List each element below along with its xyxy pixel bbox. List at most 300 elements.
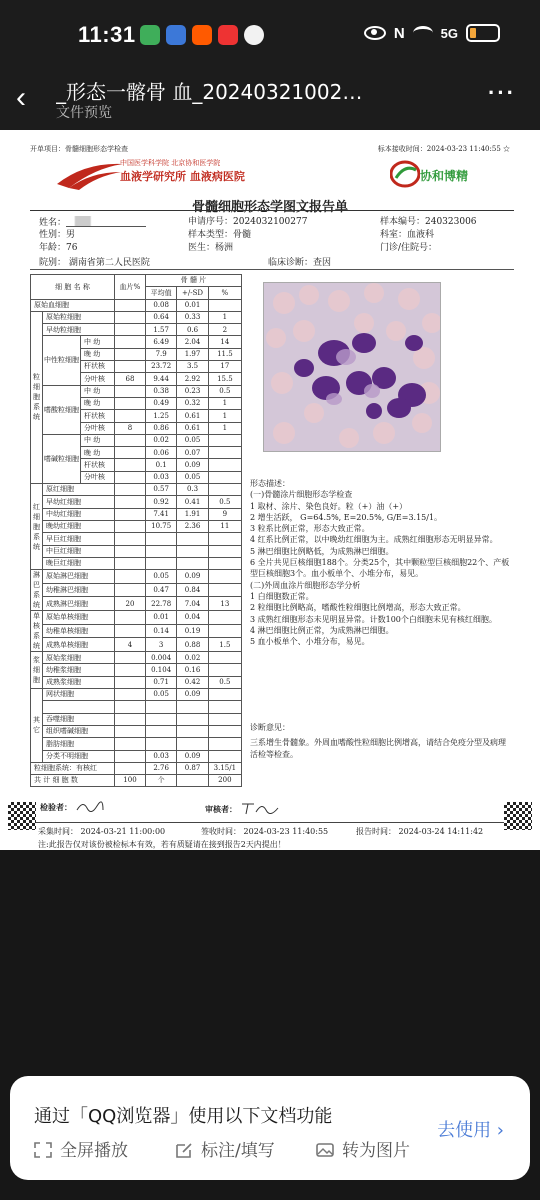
mean-value: 0.92 bbox=[145, 496, 176, 508]
blood-pct bbox=[115, 496, 146, 508]
mean-value: 7.41 bbox=[145, 508, 176, 520]
marrow-pct: 0.5 bbox=[208, 385, 241, 397]
cell-name: 成熟单核细胞 bbox=[43, 638, 115, 652]
sd-value: 1.91 bbox=[177, 508, 208, 520]
sd-value bbox=[177, 701, 208, 713]
cell-name: 原红细胞 bbox=[43, 484, 115, 496]
table-row bbox=[31, 583, 242, 597]
blood-pct bbox=[115, 471, 146, 483]
subgroup-label: 嗜酸粒细胞 bbox=[43, 385, 81, 434]
table-row bbox=[31, 385, 242, 397]
mean-value bbox=[145, 701, 176, 713]
sd-value bbox=[177, 725, 208, 737]
mean-value: 0.08 bbox=[145, 299, 176, 311]
blood-pct bbox=[115, 725, 146, 737]
document-page[interactable] bbox=[0, 130, 540, 850]
mean-value: 0.47 bbox=[145, 583, 176, 597]
blood-pct bbox=[115, 583, 146, 597]
mean-value: 0.03 bbox=[145, 471, 176, 483]
marrow-pct bbox=[208, 750, 241, 762]
qr-code-icon bbox=[504, 802, 532, 830]
handwritten-signature-icon bbox=[240, 800, 280, 816]
table-row bbox=[31, 299, 242, 311]
image-icon bbox=[316, 1142, 334, 1158]
music-icon bbox=[218, 25, 238, 45]
cell-count-table bbox=[30, 274, 242, 787]
marrow-pct bbox=[208, 713, 241, 725]
description-line: 5 淋巴细胞比例略低，为成熟淋巴细胞。 bbox=[250, 546, 394, 556]
cell-name: 组织嗜碱细胞 bbox=[43, 725, 115, 737]
mean-value: 0.86 bbox=[145, 422, 176, 434]
description-line: 3 粒系比例正常，形态大致正常。 bbox=[250, 524, 370, 534]
sd-value: 0.3 bbox=[177, 484, 208, 496]
cell-name: 网状细胞 bbox=[43, 689, 115, 701]
mean-value: 0.1 bbox=[145, 459, 176, 471]
mean-value: 1.25 bbox=[145, 410, 176, 422]
received-time: 标本接收时间：2024-03-23 11:40:55 ☆ bbox=[377, 145, 510, 153]
col-blood: 血片% bbox=[115, 275, 146, 300]
blood-pct bbox=[115, 762, 146, 774]
marrow-pct: 15.5 bbox=[208, 373, 241, 385]
table-row bbox=[31, 762, 242, 774]
table-row bbox=[31, 597, 242, 611]
sd-value: 0.6 bbox=[177, 324, 208, 336]
marrow-pct: 1 bbox=[208, 410, 241, 422]
marrow-pct: 13 bbox=[208, 597, 241, 611]
sd-value: 0.42 bbox=[177, 676, 208, 688]
sd-value: 0.09 bbox=[177, 750, 208, 762]
diagnosis-text: 三系增生骨髓象。外周血嗜酸性粒细胞比例增高，请结合免疫分型及病理活检等检查。 bbox=[250, 738, 506, 759]
clock: 11:31 bbox=[78, 22, 136, 47]
blood-pct bbox=[115, 676, 146, 688]
sign-time: 签收时间： 2024-03-23 11:40:55 bbox=[201, 827, 329, 836]
sd-value bbox=[177, 557, 208, 569]
table-row bbox=[31, 520, 242, 532]
col-marrow: 骨 髓 片 bbox=[145, 275, 241, 287]
cell-name: 成熟淋巴细胞 bbox=[43, 597, 115, 611]
network-label: 5G bbox=[440, 25, 458, 41]
sd-value: 0.23 bbox=[177, 385, 208, 397]
hospital-name bbox=[120, 158, 245, 184]
sd-value bbox=[177, 545, 208, 557]
expand-icon bbox=[34, 1142, 52, 1158]
sd-value: 0.32 bbox=[177, 397, 208, 409]
marrow-pct: 2 bbox=[208, 324, 241, 336]
cell-name: 晚 幼 bbox=[81, 397, 115, 409]
cell-name: 早幼粒细胞 bbox=[43, 324, 115, 336]
description-line: (二)外周血涂片细胞形态学分析 bbox=[250, 580, 361, 590]
table-row bbox=[31, 508, 242, 520]
marrow-pct bbox=[208, 545, 241, 557]
to-image-feature[interactable]: 转为图片 bbox=[316, 1136, 410, 1161]
back-arrow-icon[interactable]: ‹ bbox=[16, 81, 26, 114]
sd-value bbox=[177, 713, 208, 725]
edit-icon bbox=[175, 1142, 193, 1158]
sd-value bbox=[177, 533, 208, 545]
go-use-button[interactable]: 去使用 › bbox=[437, 1120, 504, 1141]
marrow-pct: 1 bbox=[208, 397, 241, 409]
clinical-diagnosis: 临床诊断：查因 bbox=[268, 258, 332, 268]
marrow-pct bbox=[208, 299, 241, 311]
collect-time: 采集时间： 2024-03-21 11:00:00 bbox=[38, 827, 166, 836]
sd-value: 2.04 bbox=[177, 336, 208, 348]
prompt-title: 通过「QQ浏览器」使用以下文档功能 bbox=[34, 1106, 333, 1127]
sd-value bbox=[177, 775, 208, 787]
blood-pct: 100 bbox=[115, 775, 146, 787]
qr-code-icon bbox=[8, 802, 36, 830]
sd-value: 0.84 bbox=[177, 583, 208, 597]
sd-value: 0.01 bbox=[177, 299, 208, 311]
table-row bbox=[31, 638, 242, 652]
marrow-pct bbox=[208, 533, 241, 545]
mean-value: 0.49 bbox=[145, 397, 176, 409]
marrow-pct: 11 bbox=[208, 520, 241, 532]
sd-value: 0.09 bbox=[177, 459, 208, 471]
sd-value: 2.36 bbox=[177, 520, 208, 532]
marrow-pct bbox=[208, 611, 241, 625]
description-heading: 形态描述： bbox=[250, 479, 290, 488]
blood-pct: 20 bbox=[115, 597, 146, 611]
table-row bbox=[31, 725, 242, 737]
sd-value bbox=[177, 738, 208, 750]
group-label: 红细胞系统 bbox=[31, 484, 43, 570]
table-row bbox=[31, 336, 242, 348]
sd-value: 0.16 bbox=[177, 664, 208, 676]
blood-pct bbox=[115, 336, 146, 348]
description-line: 5 血小板单个、小堆分布，易见。 bbox=[250, 637, 370, 647]
footer-divider bbox=[30, 822, 514, 823]
sd-value: 0.33 bbox=[177, 311, 208, 323]
cell-name: 幼稚淋巴细胞 bbox=[43, 583, 115, 597]
sd-value: 3.5 bbox=[177, 361, 208, 373]
blood-pct: 68 bbox=[115, 373, 146, 385]
cell-name: 幼稚浆细胞 bbox=[43, 664, 115, 676]
marrow-pct: 0.5 bbox=[208, 676, 241, 688]
mean-value: 0.02 bbox=[145, 434, 176, 446]
sample-type: 样本类型：骨髓 bbox=[188, 230, 252, 240]
mean-value: 22.78 bbox=[145, 597, 176, 611]
marrow-pct bbox=[208, 434, 241, 446]
marrow-pct bbox=[208, 447, 241, 459]
cell-name: 中幼红细胞 bbox=[43, 508, 115, 520]
cell-name: 早巨红细胞 bbox=[43, 533, 115, 545]
cell-name: 杆状核 bbox=[81, 459, 115, 471]
blood-pct bbox=[115, 484, 146, 496]
brand-logo bbox=[390, 160, 490, 188]
marrow-pct bbox=[208, 725, 241, 737]
marrow-pct: 1 bbox=[208, 311, 241, 323]
validity-note: 注:此报告仅对该份被检标本有效，若有质疑请在接到报告2天内提出！ bbox=[38, 840, 286, 849]
blood-pct bbox=[115, 652, 146, 664]
table-row bbox=[31, 533, 242, 545]
blood-pct bbox=[115, 545, 146, 557]
cell-name: 分叶核 bbox=[81, 471, 115, 483]
cell-name: 杆状核 bbox=[81, 361, 115, 373]
mean-value: 6.49 bbox=[145, 336, 176, 348]
info-divider bbox=[30, 269, 514, 270]
blood-pct bbox=[115, 348, 146, 360]
patient-age: 年龄：76 bbox=[39, 243, 78, 253]
sd-value: 0.61 bbox=[177, 410, 208, 422]
hospital-line2: 血液学研究所 血液病医院 bbox=[120, 170, 245, 183]
mean-value: 0.004 bbox=[145, 652, 176, 664]
marrow-micrograph bbox=[263, 282, 441, 452]
blood-pct bbox=[115, 533, 146, 545]
cell-name: 原始浆细胞 bbox=[43, 652, 115, 664]
app-icon bbox=[140, 25, 160, 45]
sd-value: 2.92 bbox=[177, 373, 208, 385]
blood-pct bbox=[115, 361, 146, 373]
table-row bbox=[31, 701, 242, 713]
col-sd: +/-SD bbox=[177, 287, 208, 299]
subgroup-label: 中性粒细胞 bbox=[43, 336, 81, 385]
hospital-branch: 院别： 湖南省第二人民医院 bbox=[39, 258, 150, 268]
blood-pct bbox=[115, 311, 146, 323]
blood-pct bbox=[115, 624, 146, 638]
mean-value bbox=[145, 533, 176, 545]
marrow-pct bbox=[208, 652, 241, 664]
mean-value: 0.06 bbox=[145, 447, 176, 459]
diagnosis-heading: 诊断意见： bbox=[250, 723, 290, 732]
apply-number: 申请序号：2024032100277 bbox=[188, 217, 308, 227]
doctor: 医生：杨洲 bbox=[188, 243, 234, 253]
table-row bbox=[31, 496, 242, 508]
mean-value: 3 bbox=[145, 638, 176, 652]
mean-value: 9.44 bbox=[145, 373, 176, 385]
blood-pct bbox=[115, 570, 146, 584]
subgroup-label: 嗜碱粒细胞 bbox=[43, 434, 81, 483]
more-menu-icon[interactable]: ··· bbox=[488, 80, 516, 105]
cell-name: 中 幼 bbox=[81, 336, 115, 348]
cell-name: 原始淋巴细胞 bbox=[43, 570, 115, 584]
cell-name: 原始粒细胞 bbox=[43, 311, 115, 323]
system-icons bbox=[364, 24, 500, 42]
marrow-pct: 14 bbox=[208, 336, 241, 348]
blood-pct bbox=[115, 410, 146, 422]
cell-name: 共 计 细 胞 数 bbox=[31, 775, 115, 787]
sample-number: 样本编号：240323006 bbox=[380, 217, 477, 227]
nfc-icon: N bbox=[393, 24, 405, 42]
mean-value bbox=[145, 738, 176, 750]
mean-value: 0.71 bbox=[145, 676, 176, 688]
blood-pct: 4 bbox=[115, 638, 146, 652]
description-line: 1 取材、涂片、染色良好。粒（+）油（+） bbox=[250, 501, 408, 511]
handwritten-signature-icon bbox=[75, 800, 105, 814]
mean-value bbox=[145, 725, 176, 737]
table-row bbox=[31, 750, 242, 762]
file-title: _形态一髂骨 血_20240321002… bbox=[56, 80, 363, 104]
sd-value: 0.09 bbox=[177, 570, 208, 584]
marrow-pct: 3.15/1 bbox=[208, 762, 241, 774]
marrow-pct: 11.5 bbox=[208, 348, 241, 360]
blood-pct bbox=[115, 701, 146, 713]
report-time: 报告时间： 2024-03-24 14:11:42 bbox=[356, 827, 484, 836]
brand-mark-icon bbox=[390, 160, 420, 188]
cell-name: 原始单核细胞 bbox=[43, 611, 115, 625]
cell-name: 原始血细胞 bbox=[31, 299, 115, 311]
order-item: 开单项目：骨髓细胞形态学检查 bbox=[30, 145, 128, 153]
annotate-feature[interactable]: 标注/填写 bbox=[175, 1136, 275, 1161]
marrow-pct: 9 bbox=[208, 508, 241, 520]
sd-value: 0.09 bbox=[177, 689, 208, 701]
table-row bbox=[31, 324, 242, 336]
group-label: 粒细胞系统 bbox=[31, 311, 43, 483]
cell-name: 脂肪细胞 bbox=[43, 738, 115, 750]
cell-name: 成熟浆细胞 bbox=[43, 676, 115, 688]
blood-pct bbox=[115, 689, 146, 701]
mean-value bbox=[145, 545, 176, 557]
mean-value: 0.104 bbox=[145, 664, 176, 676]
cell-name: 幼稚单核细胞 bbox=[43, 624, 115, 638]
hospital-line1: 中国医学科学院 北京协和医学院 bbox=[120, 159, 221, 167]
marrow-pct: 1.5 bbox=[208, 638, 241, 652]
hospital-logo-icon bbox=[55, 158, 125, 192]
qq-browser-prompt bbox=[10, 1076, 530, 1180]
blood-pct bbox=[115, 447, 146, 459]
description-line: 4 红系比例正常，以中晚幼红细胞为主。成熟红细胞形态无明显异常。 bbox=[250, 535, 498, 545]
table-row bbox=[31, 611, 242, 625]
table-row bbox=[31, 434, 242, 446]
cell-name: 吞噬细胞 bbox=[43, 713, 115, 725]
checker-signature: 检验者： bbox=[40, 800, 105, 814]
cell-name: 早幼红细胞 bbox=[43, 496, 115, 508]
mean-value: 2.76 bbox=[145, 762, 176, 774]
cell-name: 中 幼 bbox=[81, 434, 115, 446]
table-row bbox=[31, 738, 242, 750]
blood-pct bbox=[115, 750, 146, 762]
marrow-pct: 1 bbox=[208, 422, 241, 434]
cell-name: 粒细胞系统：有核红 bbox=[31, 762, 115, 774]
mean-value: 1.57 bbox=[145, 324, 176, 336]
marrow-pct bbox=[208, 701, 241, 713]
wifi-icon bbox=[413, 26, 433, 40]
cell-name: 分类不明细胞 bbox=[43, 750, 115, 762]
description-line: 2 增生活跃， G=64.5%, E=20.5%, G/E=3.15/1。 bbox=[250, 512, 443, 522]
marrow-pct bbox=[208, 459, 241, 471]
col-cell-name: 细 胞 名 称 bbox=[31, 275, 115, 300]
table-row bbox=[31, 713, 242, 725]
title-bar bbox=[0, 72, 540, 130]
sd-value: 0.87 bbox=[177, 762, 208, 774]
marrow-pct: 0.5 bbox=[208, 496, 241, 508]
mean-value: 10.75 bbox=[145, 520, 176, 532]
patient-gender: 性别：男 bbox=[39, 230, 76, 240]
description-line: (一)骨髓涂片细胞形态学检查 bbox=[250, 490, 353, 500]
group-label: 淋巴系统 bbox=[31, 570, 43, 611]
sd-value: 0.05 bbox=[177, 471, 208, 483]
patient-name: 姓名： bbox=[39, 216, 146, 229]
description-line: 3 成熟红细胞形态未见明显异常。计数100个白细胞未见有核红细胞。 bbox=[250, 614, 497, 624]
battery-icon bbox=[466, 24, 500, 42]
mean-value bbox=[145, 713, 176, 725]
cell-name bbox=[43, 701, 115, 713]
notification-icons bbox=[140, 25, 264, 45]
table-row bbox=[31, 664, 242, 676]
blood-pct bbox=[115, 713, 146, 725]
description-line: 6 全片共见巨核细胞188个。分类25个，其中颗粒型巨核细胞22个、产板型巨核细胞3个。血小板单个、小堆分布，易见。 bbox=[250, 558, 510, 579]
fullscreen-feature[interactable]: 全屏播放 bbox=[34, 1136, 128, 1161]
app-icon bbox=[166, 25, 186, 45]
blood-pct bbox=[115, 459, 146, 471]
table-row bbox=[31, 484, 242, 496]
blood-pct bbox=[115, 324, 146, 336]
table-row bbox=[31, 676, 242, 688]
mean-value: 0.05 bbox=[145, 689, 176, 701]
table-row bbox=[31, 545, 242, 557]
department: 科室：血液科 bbox=[380, 230, 435, 240]
table-row bbox=[31, 775, 242, 787]
reviewer-signature: 审核者： bbox=[205, 800, 280, 816]
marrow-pct bbox=[208, 484, 241, 496]
cell-name: 中巨红细胞 bbox=[43, 545, 115, 557]
marrow-pct bbox=[208, 738, 241, 750]
times-row bbox=[38, 827, 498, 837]
file-preview-label: 文件预览 bbox=[56, 105, 112, 121]
group-label: 浆细胞 bbox=[31, 652, 43, 689]
mean-value: 0.38 bbox=[145, 385, 176, 397]
table-row bbox=[31, 557, 242, 569]
marrow-pct bbox=[208, 471, 241, 483]
sd-value: 1.97 bbox=[177, 348, 208, 360]
sd-value: 0.41 bbox=[177, 496, 208, 508]
blood-pct bbox=[115, 434, 146, 446]
blood-pct bbox=[115, 508, 146, 520]
report-title: 骨髓细胞形态学图文报告单 bbox=[191, 200, 348, 215]
sd-value: 0.61 bbox=[177, 422, 208, 434]
blood-pct bbox=[115, 397, 146, 409]
cell-name: 晚巨红细胞 bbox=[43, 557, 115, 569]
app-icon bbox=[244, 25, 264, 45]
cell-name: 杆状核 bbox=[81, 410, 115, 422]
marrow-pct bbox=[208, 557, 241, 569]
marrow-pct: 17 bbox=[208, 361, 241, 373]
table-row bbox=[31, 652, 242, 664]
table-row bbox=[31, 311, 242, 323]
marrow-pct bbox=[208, 583, 241, 597]
marrow-pct bbox=[208, 689, 241, 701]
brand-name: 协和博精 bbox=[420, 169, 469, 183]
sd-value: 0.19 bbox=[177, 624, 208, 638]
col-pct: % bbox=[208, 287, 241, 299]
description-line: 4 淋巴细胞比例正常，为成熟淋巴细胞。 bbox=[250, 625, 394, 635]
status-bar bbox=[0, 0, 540, 72]
marrow-pct bbox=[208, 664, 241, 676]
marrow-pct: 200 bbox=[208, 775, 241, 787]
sd-value: 0.02 bbox=[177, 652, 208, 664]
cell-name: 晚 幼 bbox=[81, 447, 115, 459]
blood-pct bbox=[115, 385, 146, 397]
sd-value: 7.04 bbox=[177, 597, 208, 611]
table-row bbox=[31, 624, 242, 638]
group-label: 其它 bbox=[31, 689, 43, 763]
description-line: 1 白细胞数正常。 bbox=[250, 591, 314, 601]
table-row bbox=[31, 570, 242, 584]
sd-value: 0.88 bbox=[177, 638, 208, 652]
mean-value: 0.57 bbox=[145, 484, 176, 496]
sd-value: 0.05 bbox=[177, 434, 208, 446]
mean-value: 0.05 bbox=[145, 570, 176, 584]
blood-pct bbox=[115, 299, 146, 311]
col-mean: 平均值 bbox=[145, 287, 176, 299]
mean-value: 0.64 bbox=[145, 311, 176, 323]
blood-pct bbox=[115, 520, 146, 532]
mean-value: 0.03 bbox=[145, 750, 176, 762]
marrow-pct bbox=[208, 624, 241, 638]
blood-pct bbox=[115, 557, 146, 569]
diagnosis-opinion bbox=[250, 722, 512, 760]
sd-value: 0.04 bbox=[177, 611, 208, 625]
mean-value: 7.9 bbox=[145, 348, 176, 360]
